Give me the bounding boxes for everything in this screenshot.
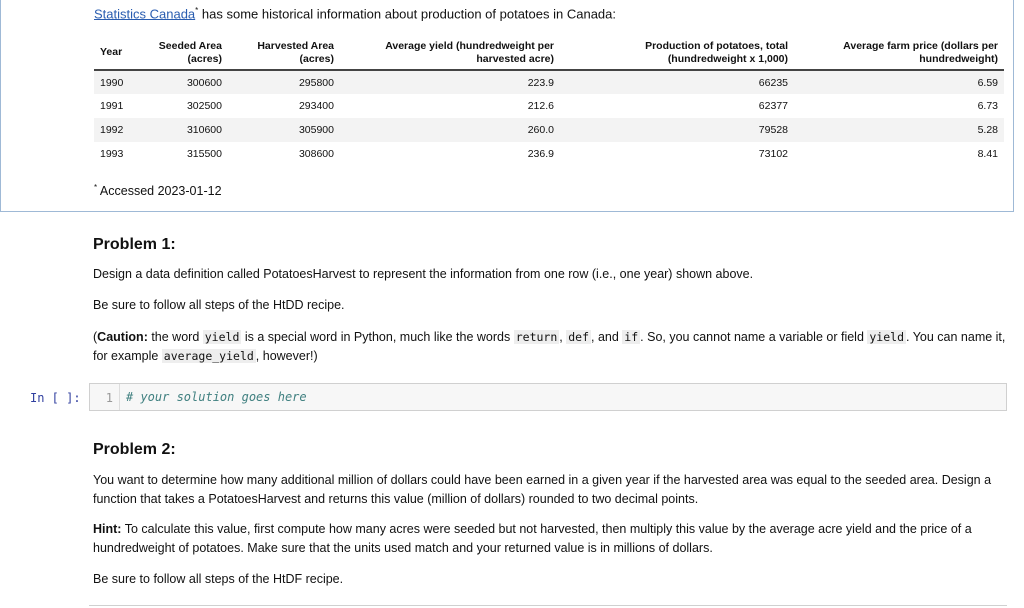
problem-1-caution xyxy=(93,328,1008,366)
intro-footnote-marker: * xyxy=(195,6,199,15)
code-return: return xyxy=(515,330,558,344)
intro-rest: has some historical information about production of potatoes in Canada: xyxy=(198,6,616,22)
problem-2-description: You want to determine how many additional million of dollars could have been earned in a given year if the harvested area was equal to the seeded area. Design a function that takes a PotatoesHarvest and returns this value (million of dollars) rounded to two decimal points. xyxy=(93,473,992,506)
cell-average-yield: 260.0 xyxy=(340,118,560,142)
caution-text: , and xyxy=(591,330,623,344)
cell-farm-price: 6.59 xyxy=(794,70,1004,94)
table-row xyxy=(94,94,1004,118)
cell-farm-price: 8.41 xyxy=(977,148,998,160)
code-comment[interactable]: # your solution goes here xyxy=(126,390,307,404)
table-row xyxy=(94,118,1004,142)
footnote-text: Accessed 2023-01-12 xyxy=(97,184,222,199)
potato-production-table xyxy=(94,36,1004,166)
code-if: if xyxy=(624,330,639,344)
caution-text: is a special word in Python, much like the words xyxy=(241,330,514,344)
cell-average-yield: 236.9 xyxy=(527,148,554,160)
cell-year: 1991 xyxy=(100,100,124,112)
cell-production: 79528 xyxy=(560,118,794,142)
markdown-cell-table xyxy=(0,0,1014,212)
statistics-canada-link[interactable]: Statistics Canada xyxy=(94,6,196,22)
code-yield: yield xyxy=(869,330,904,344)
caution-text: , however!) xyxy=(255,349,318,363)
cell-seeded-area: 302500 xyxy=(186,100,222,112)
cell-seeded-area: 310600 xyxy=(148,118,228,142)
problem-2-title: Problem 2: xyxy=(93,441,176,458)
cell-year: 1993 xyxy=(100,148,124,160)
caution-text: . You can name it, for example xyxy=(93,330,1006,363)
cell-production: 66235 xyxy=(560,70,794,94)
cell-average-yield: 212.6 xyxy=(527,100,554,112)
header-production: Production of potatoes, total (hundredweight x 1,000) xyxy=(560,36,794,70)
footnote xyxy=(94,183,222,198)
caution-text: , xyxy=(559,330,567,344)
header-year: Year xyxy=(94,36,148,70)
problem-2-htdf-note: Be sure to follow all steps of the HtDF recipe. xyxy=(93,572,344,586)
problem-1-title: Problem 1: xyxy=(93,236,176,253)
table-row xyxy=(94,142,1004,166)
caution-text: the word xyxy=(147,330,203,344)
hint-label: Hint: xyxy=(93,522,122,536)
cell-year: 1990 xyxy=(94,70,148,94)
caution-label: Caution: xyxy=(97,330,148,344)
line-number: 1 xyxy=(90,384,120,410)
cell-production: 73102 xyxy=(758,148,788,160)
cell-seeded-area: 300600 xyxy=(148,70,228,94)
cell-harvested-area: 295800 xyxy=(228,70,340,94)
cell-harvested-area: 293400 xyxy=(298,100,334,112)
cell-seeded-area: 315500 xyxy=(186,148,222,160)
hint-text: To calculate this value, first compute how many acres were seeded but not harvested, then multiply this value by the average acre yield and the price of a hundredweight of potatoes. Make sure that the units used match and your returned value is in millions of dollars. xyxy=(93,522,972,555)
next-cell-border xyxy=(89,605,1007,606)
problem-1-description: Design a data definition called PotatoesHarvest to represent the information from one row (i.e., one year) shown above. xyxy=(93,267,754,281)
cell-year: 1992 xyxy=(94,118,148,142)
header-harvested-area: Harvested Area (acres) xyxy=(228,36,340,70)
cell-farm-price: 5.28 xyxy=(794,118,1004,142)
cell-harvested-area: 308600 xyxy=(298,148,334,160)
code-yield: yield xyxy=(204,330,240,344)
header-average-yield: Average yield (hundredweight per harvested acre) xyxy=(340,36,560,70)
caution-text: . So, you cannot name a variable or field xyxy=(640,330,868,344)
cell-farm-price: 6.73 xyxy=(977,100,998,112)
intro-text xyxy=(94,6,616,21)
problem-2-hint xyxy=(93,520,1008,558)
cell-prompt: In [ ]: xyxy=(30,391,81,405)
caution-open: ( xyxy=(93,330,98,344)
problem-1-htdd-note: Be sure to follow all steps of the HtDD recipe. xyxy=(93,298,345,312)
header-farm-price: Average farm price (dollars per hundredweight) xyxy=(794,36,1004,70)
cell-harvested-area: 305900 xyxy=(228,118,340,142)
footnote-marker: * xyxy=(94,183,98,192)
table-row xyxy=(94,70,1004,94)
code-cell-editor[interactable] xyxy=(89,383,1007,411)
cell-production: 62377 xyxy=(758,100,788,112)
code-def: def xyxy=(568,330,590,344)
code-average-yield: average_yield xyxy=(163,349,254,363)
table-header-row xyxy=(94,36,1004,70)
header-seeded-area: Seeded Area (acres) xyxy=(148,36,228,70)
cell-average-yield: 223.9 xyxy=(340,70,560,94)
